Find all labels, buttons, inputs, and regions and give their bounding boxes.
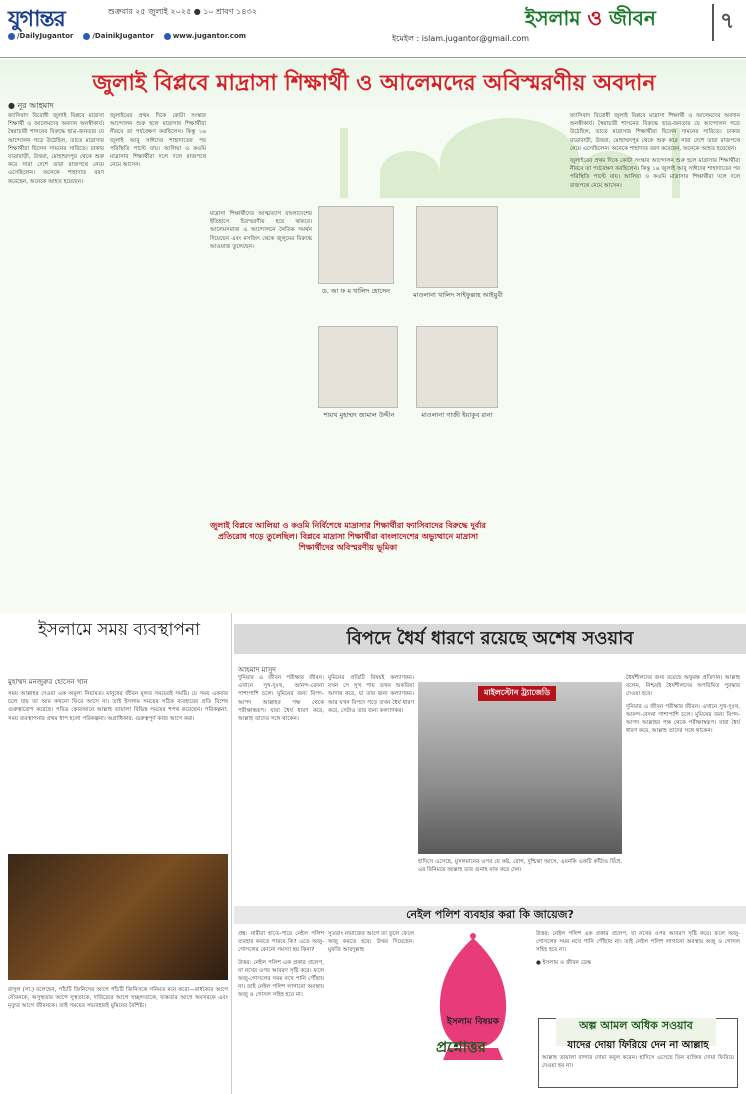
qa-badge-title: প্রশ্নোত্তর bbox=[436, 1038, 486, 1056]
photo-caption: ড. আ ফ ম খালিদ হোসেন bbox=[321, 287, 391, 295]
facebook-link[interactable]: /DailyJugantor bbox=[8, 32, 73, 40]
pull-quote: জুলাই বিপ্লবে আলিয়া ও কওমি নির্বিশেষে মাদ্রাসার শিক্ষার্থীরা ফ্যাসিবাদের বিরুদ্ধে দুর্বার প্রতিরোধ গড়ে তুলেছিল। বিপ্লবে মাদ্রাসা শিক্ষার্থীরা বাংলাদেশের অভ্যুত্থানে মাদ্রাসা শিক্ষার্থীদের অবিস্মরণীয় ভূমিকা bbox=[210, 521, 486, 552]
qa-badge-label: ইসলাম বিষয়ক bbox=[446, 1017, 500, 1027]
photo-caption: মাওলানা খালিদ সাইফুল্লাহ আইয়ুবী bbox=[413, 291, 503, 299]
photo-caption: শায়খ মুহাম্মদ জামাল উদ্দীন bbox=[323, 411, 395, 419]
newspaper-logo: যুগান্তর bbox=[8, 7, 65, 32]
social-links bbox=[8, 32, 246, 40]
article-column: ফ্যাসিবাদ বিরোধী জুলাই বিপ্লবে মাদ্রাসা শিক্ষার্থী ও আলেমদের অবদান অনস্বীকার্য। স্বৈরাচারী শাসনের বিরুদ্ধে ছাত্র-জনতার যে আন্দোলন গড়ে উঠেছিল, তাতে মাদ্রাসার শিক্ষার্থীরা ছিলেন সামনের সারিতে। ঢাকার যাত্রাবাড়ী, উত্তরা, মোহাম্মদপুর থেকে শুরু করে সারা দেশে তারা রাজপথে নেমে এসেছিলেন। অনেকে শাহাদাত বরণ করেছেন, অনেকে আহত হয়েছেন। জুলাইয়ের প্রথম দিকে কোটা সংস্কার আন্দোলন শুরু হলে মাদ্রাসার শিক্ষার্থীরা নীরবে তা পর্যবেক্ষণ করছিলেন। কিন্তু ১৬ জুলাই আবু সাঈদের শাহাদাতের পর পরিস্থিতি পাল্টে যায়। আলিয়া ও কওমি মাদ্রাসার শিক্ষার্থীরা দলে দলে রাজপথে নেমে আসেন। bbox=[570, 113, 740, 189]
article-title: বিপদে ধৈর্য ধারণে রয়েছে অশেষ সওয়াব bbox=[346, 628, 634, 649]
dua-logo: অল্প আমল অধিক সওয়াব bbox=[579, 1019, 693, 1032]
lamp-illustration bbox=[8, 854, 228, 980]
dua-body: আল্লাহ তায়ালা বান্দার দোয়া কবুল করেন। হাদিসে এসেছে তিন ব্যক্তির দোয়া ফিরিয়ে দেওয়া হয় না। bbox=[542, 1055, 734, 1070]
article-column: দুনিয়ার এ জীবন পরীক্ষার জীবন। এখানে সুখ-দুঃখ, আনন্দ-বেদনা পাশাপাশি চলে। মুমিনের জন্য বিপদ-আপদ আল্লাহর পক্ষ থেকে পরীক্ষাস্বরূপ। যারা ধৈর্য ধারণ করে, আল্লাহ তাদের সঙ্গে থাকেন। bbox=[238, 675, 324, 723]
article-column: মাদ্রাসা শিক্ষার্থীদের আত্মত্যাগ বাংলাদেশের ইতিহাসে চিরস্মরণীয় হয়ে থাকবে। আলেমসমাজ এ আন্দোলনে নৈতিক সমর্থন দিয়েছেন এবং মসজিদ থেকে জুলুমের বিরুদ্ধে আওয়াজ তুলেছেন। bbox=[210, 211, 312, 250]
article-body: সময় আল্লাহর দেওয়া এক অমূল্য নিয়ামত। মানুষের জীবন মূলত সময়েরই সমষ্টি। যে সময় একবার চলে যায় তা আর কখনো ফিরে আসে না। তাই ইসলাম সময়ের সঠিক ব্যবহারের প্রতি বিশেষ গুরুত্বারোপ করেছে। পবিত্র কোরআনে আল্লাহ তায়ালা বিভিন্ন সময়ের শপথ করেছেন। পরিকল্পনা: সময় ব্যবস্থাপনার প্রথম ধাপ হলো পরিকল্পনা। অগ্রাধিকার: গুরুত্বপূর্ণ কাজ আগে করা। bbox=[8, 691, 228, 722]
article-title: ইসলামে সময় ব্যবস্থাপনা bbox=[37, 620, 201, 640]
byline: ● নূর আহমাদ bbox=[8, 101, 54, 110]
section-title: ইসলাম ও জীবন bbox=[525, 6, 656, 30]
portrait-photo bbox=[416, 326, 498, 408]
dua-title: যাদের দোয়া ফিরিয়ে দেন না আল্লাহ bbox=[567, 1040, 709, 1051]
website-link[interactable]: www.jugantor.com bbox=[164, 32, 246, 40]
photo-label: মাইলস্টোন ট্র্যাজেডি bbox=[478, 686, 556, 701]
byline: মুহাম্মদ মনজুরুর হোসেন খান bbox=[8, 678, 88, 686]
qa-column: প্রশ্ন: নারীরা হাতে-পায়ে নেইল পলিশ ব্যবহার করতে পারবে কি? এতে অজু-গোসলের কোনো সমস্যা হয় কিনা? উত্তর: নেইল পলিশ এক প্রকার প্রলেপ, যা নখের ওপর আবরণ সৃষ্টি করে। ফলে অজু-গোসলের সময় নখে পানি পৌঁছায় না। তাই নেইল পলিশ লাগানো অবস্থায় অজু ও গোসল সহিহ হবে না। bbox=[238, 931, 324, 999]
portrait-photo bbox=[318, 206, 394, 284]
email-line: ইমেইল : islam.jugantor@gmail.com bbox=[392, 34, 530, 43]
twitter-icon bbox=[83, 33, 90, 40]
article-column: মুমিনের প্রতিটি বিষয়ই কল্যাণকর। যখন সে সুখ পায় তখন শুকরিয়া আদায় করে, যা তার জন্য কল্যাণকর। আর যখন বিপদে পড়ে তখন ধৈর্য ধারণ করে, সেটাও তার জন্য কল্যাণকর। bbox=[328, 675, 414, 714]
article-body: রাসুল (সা.) বলেছেন, পাঁচটি জিনিসের আগে পাঁচটি জিনিসকে গনিমত মনে করো—বার্ধক্যের আগে যৌবনকে, অসুস্থতার আগে সুস্থতাকে, দারিদ্র্যের আগে সচ্ছলতাকে, ব্যস্ততার আগে অবসরকে এবং মৃত্যুর আগে জীবনকে। তাই সময়ের সদ্ব্যবহারই মুমিনের বৈশিষ্ট্য। bbox=[8, 987, 228, 1010]
article-title: নেইল পলিশ ব্যবহার করা কি জায়েজ? bbox=[406, 908, 574, 921]
globe-icon bbox=[164, 33, 171, 40]
qa-column: সুতরাং নামাজের আগে তা তুলে ফেলে অজু করতে হবে। উত্তর দিয়েছেন: মুফতি আবদুল্লাহ bbox=[328, 931, 414, 954]
date-line: শুক্রবার ২৫ জুলাই ২০২৫ ● ১০ শ্রাবণ ১৪৩২ bbox=[108, 7, 257, 16]
byline: আহমাদ মাসুদ bbox=[238, 666, 276, 674]
top-headline: জুলাই বিপ্লবে মাদ্রাসা শিক্ষার্থী ও আলেমদের অবিস্মরণীয় অবদান bbox=[92, 71, 656, 96]
facebook-icon bbox=[8, 33, 15, 40]
crash-photo bbox=[418, 682, 622, 854]
article-column: হাদিসে এসেছে, মুসলমানের ওপর যে কষ্ট, রোগ, দুশ্চিন্তা আসে, এমনকি একটি কাঁটাও বিঁধে, এর বিনিময়ে আল্লাহ তার গুনাহ মাফ করে দেন। bbox=[418, 859, 622, 874]
twitter-link[interactable]: /DainikJugantor bbox=[83, 32, 153, 40]
portrait-photo bbox=[318, 326, 398, 408]
article-column: ফ্যাসিবাদ বিরোধী জুলাই বিপ্লবে মাদ্রাসা শিক্ষার্থী ও আলেমদের অবদান অনস্বীকার্য। স্বৈরাচারী শাসনের বিরুদ্ধে ছাত্র-জনতার যে আন্দোলন গড়ে উঠেছিল, তাতে মাদ্রাসার শিক্ষার্থীরা ছিলেন সামনের সারিতে। ঢাকার যাত্রাবাড়ী, উত্তরা, মোহাম্মদপুর থেকে শুরু করে সারা দেশে তারা রাজপথে নেমে এসেছিলেন। অনেকে শাহাদাত বরণ করেছেন, অনেকে আহত হয়েছেন। bbox=[8, 113, 104, 185]
article-column: জুলাইয়ের প্রথম দিকে কোটা সংস্কার আন্দোলন শুরু হলে মাদ্রাসার শিক্ষার্থীরা নীরবে তা পর্যবেক্ষণ করছিলেন। কিন্তু ১৬ জুলাই আবু সাঈদের শাহাদাতের পর পরিস্থিতি পাল্টে যায়। আলিয়া ও কওমি মাদ্রাসার শিক্ষার্থীরা দলে দলে রাজপথে নেমে আসেন। bbox=[110, 113, 206, 169]
qa-column: উত্তর: নেইল পলিশ এক প্রকার প্রলেপ, যা নখের ওপর আবরণ সৃষ্টি করে। ফলে অজু-গোসলের সময় নখে পানি পৌঁছায় না। তাই নেইল পলিশ লাগানো অবস্থায় অজু ও গোসল সহিহ হবে না। ● ইসলাম ও জীবন ডেস্ক bbox=[536, 931, 740, 966]
portrait-photo bbox=[416, 206, 498, 288]
photo-caption: মাওলানা গাজী ইয়াকুব রানা bbox=[421, 411, 493, 419]
article-column: ধৈর্যশীলদের জন্য রয়েছে অফুরন্ত প্রতিদান। আল্লাহ বলেন, নিশ্চয়ই ধৈর্যশীলদের অপরিমিত পুরস্কার দেওয়া হবে। দুনিয়ার এ জীবন পরীক্ষার জীবন। এখানে সুখ-দুঃখ, আনন্দ-বেদনা পাশাপাশি চলে। মুমিনের জন্য বিপদ-আপদ আল্লাহর পক্ষ থেকে পরীক্ষাস্বরূপ। যারা ধৈর্য ধারণ করে, আল্লাহ তাদের সঙ্গে থাকেন। bbox=[626, 675, 740, 735]
page-number: ৭ bbox=[712, 4, 734, 41]
